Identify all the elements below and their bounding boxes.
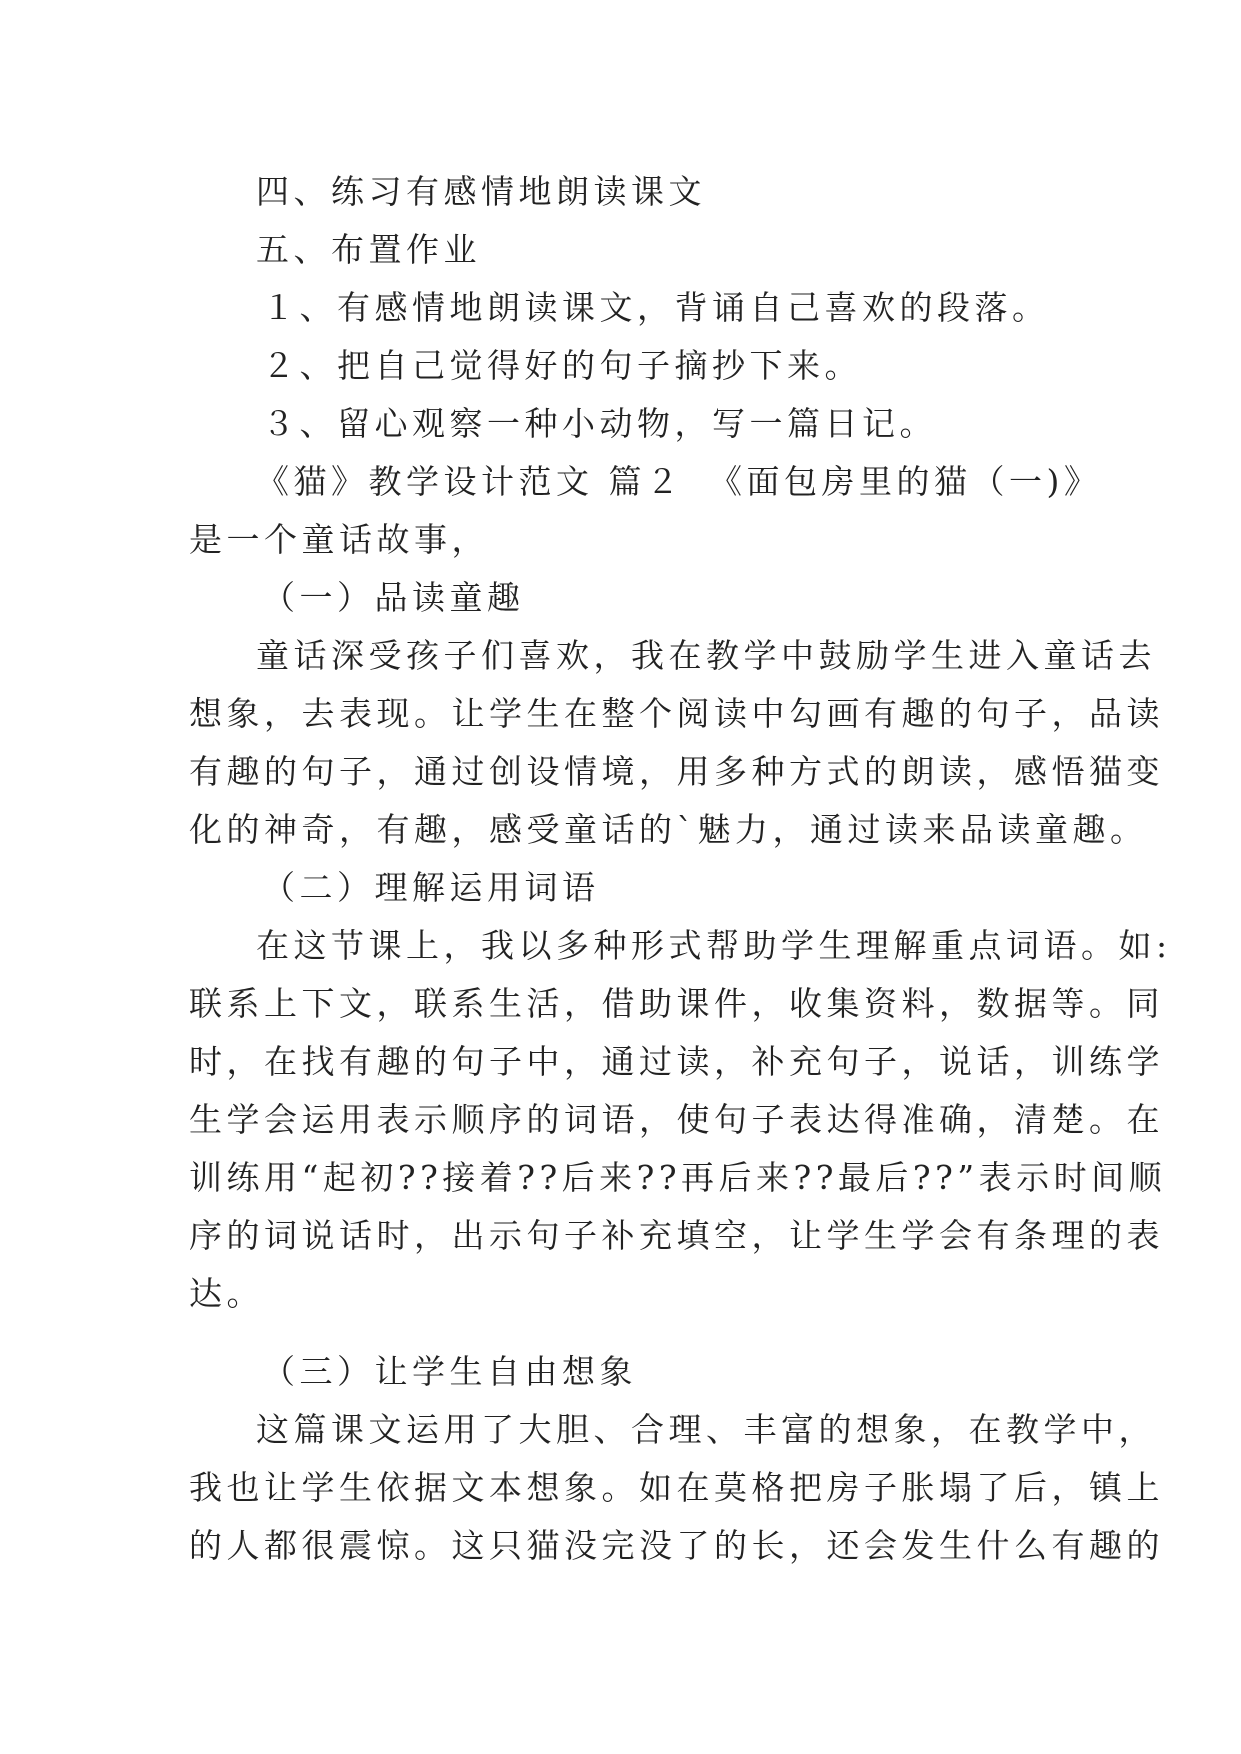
section-title-line bbox=[189, 453, 1102, 511]
paragraph-line: 生学会运用表示顺序的词语，使句子表达得准确，清楚。在 bbox=[189, 1100, 1164, 1139]
paragraph-line: 序的词说话时，出示句子补充填空，让学生学会有条理的表 bbox=[189, 1216, 1164, 1255]
paragraph-line: 童话深受孩子们喜欢，我在教学中鼓励学生进入童话去 bbox=[256, 636, 1156, 675]
paragraph-line: 我也让学生依据文本想象。如在莫格把房子胀塌了后，镇上 bbox=[189, 1468, 1164, 1507]
subsection-heading: （二）理解运用词语 bbox=[262, 868, 600, 907]
lesson-title: 《面包房里的猫（一)》 bbox=[709, 462, 1102, 501]
paragraph-line: 达。 bbox=[189, 1274, 264, 1313]
paragraph-line: 的人都很震惊。这只猫没完没了的长，还会发生什么有趣的 bbox=[189, 1526, 1164, 1565]
paragraph-line: 时，在找有趣的句子中，通过读，补充句子，说话，训练学 bbox=[189, 1042, 1164, 1081]
paragraph-line: 化的神奇，有趣，感受童话的`魅力，通过读来品读童趣。 bbox=[189, 810, 1148, 849]
paragraph bbox=[189, 1401, 1164, 1575]
paragraph-line: 这篇课文运用了大胆、合理、丰富的想象，在教学中， bbox=[256, 1410, 1156, 1449]
paragraph-line: 是一个童话故事， bbox=[189, 520, 489, 559]
paragraph bbox=[189, 627, 1164, 859]
subsection-heading: （三）让学生自由想象 bbox=[262, 1352, 637, 1391]
section-title: 《猫》教学设计范文 篇２ bbox=[256, 462, 684, 501]
homework-item: １、有感情地朗读课文，背诵自己喜欢的段落。 bbox=[262, 288, 1050, 327]
step-heading: 五、布置作业 bbox=[256, 230, 481, 269]
subsection-heading: （一）品读童趣 bbox=[262, 578, 525, 617]
paragraph-line: 训练用“起初??接着??后来??再后来??最后??”表示时间顺 bbox=[189, 1158, 1167, 1197]
spacer bbox=[189, 1323, 1055, 1343]
paragraph-line: 联系上下文，联系生活，借助课件，收集资料，数据等。同 bbox=[189, 984, 1164, 1023]
homework-item: ３、留心观察一种小动物，写一篇日记。 bbox=[262, 404, 937, 443]
paragraph-line: 在这节课上，我以多种形式帮助学生理解重点词语。如: bbox=[256, 926, 1172, 965]
paragraph-line: 想象，去表现。让学生在整个阅读中勾画有趣的句子，品读 bbox=[189, 694, 1164, 733]
document-body bbox=[189, 163, 1172, 1575]
paragraph bbox=[189, 917, 1172, 1323]
step-heading: 四、练习有感情地朗读课文 bbox=[256, 172, 706, 211]
paragraph-line: 有趣的句子，通过创设情境，用多种方式的朗读，感悟猫变 bbox=[189, 752, 1164, 791]
homework-item: ２、把自己觉得好的句子摘抄下来。 bbox=[262, 346, 862, 385]
